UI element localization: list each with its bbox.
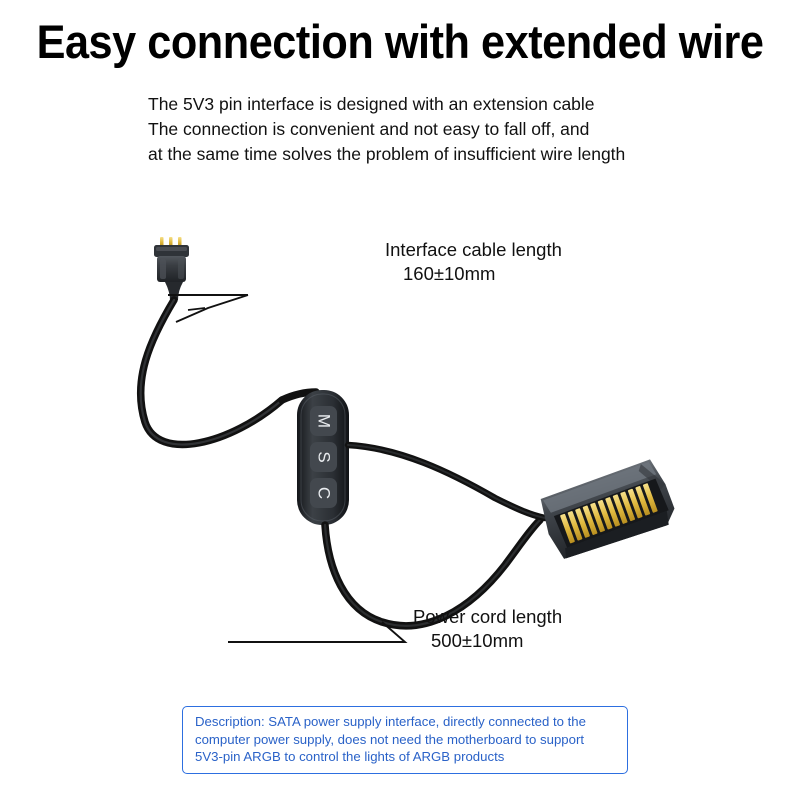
description-box xyxy=(182,706,628,774)
svg-text:S: S xyxy=(314,451,334,463)
callout-interface-cable xyxy=(385,238,562,286)
callout-power-cord-label: Power cord length xyxy=(413,606,563,627)
svg-text:M: M xyxy=(314,413,334,429)
subtitle-block xyxy=(148,92,708,167)
argb-3pin-connector xyxy=(154,237,189,300)
page-title: Easy connection with extended wire xyxy=(36,15,764,68)
svg-text:C: C xyxy=(314,486,334,500)
callout-interface-cable-label: Interface cable length xyxy=(385,239,562,260)
description-line-3: 5V3-pin ARGB to control the lights of ARGB products xyxy=(195,749,505,764)
description-line-2: computer power supply, does not need the motherboard to support xyxy=(195,731,585,747)
subtitle-line-1: The 5V3 pin interface is designed with an extension cable xyxy=(148,94,595,114)
inline-controller xyxy=(297,390,349,525)
subtitle-line-3: at the same time solves the problem of insufficient wire length xyxy=(148,144,626,164)
leader-line-top xyxy=(168,295,248,322)
controller-button-m xyxy=(310,406,337,436)
controller-button-s xyxy=(310,442,337,472)
sata-power-connector xyxy=(537,457,680,561)
leader-line-bottom xyxy=(228,622,405,642)
callout-interface-cable-value: 160±10mm xyxy=(403,263,496,284)
description-line-1: Description: SATA power supply interface, directly connected to the xyxy=(195,714,586,729)
callout-power-cord-value: 500±10mm xyxy=(431,630,524,651)
controller-button-c xyxy=(310,478,337,508)
subtitle-line-2: The connection is convenient and not easy to fall off, and xyxy=(148,119,590,139)
callout-power-cord xyxy=(413,605,562,653)
